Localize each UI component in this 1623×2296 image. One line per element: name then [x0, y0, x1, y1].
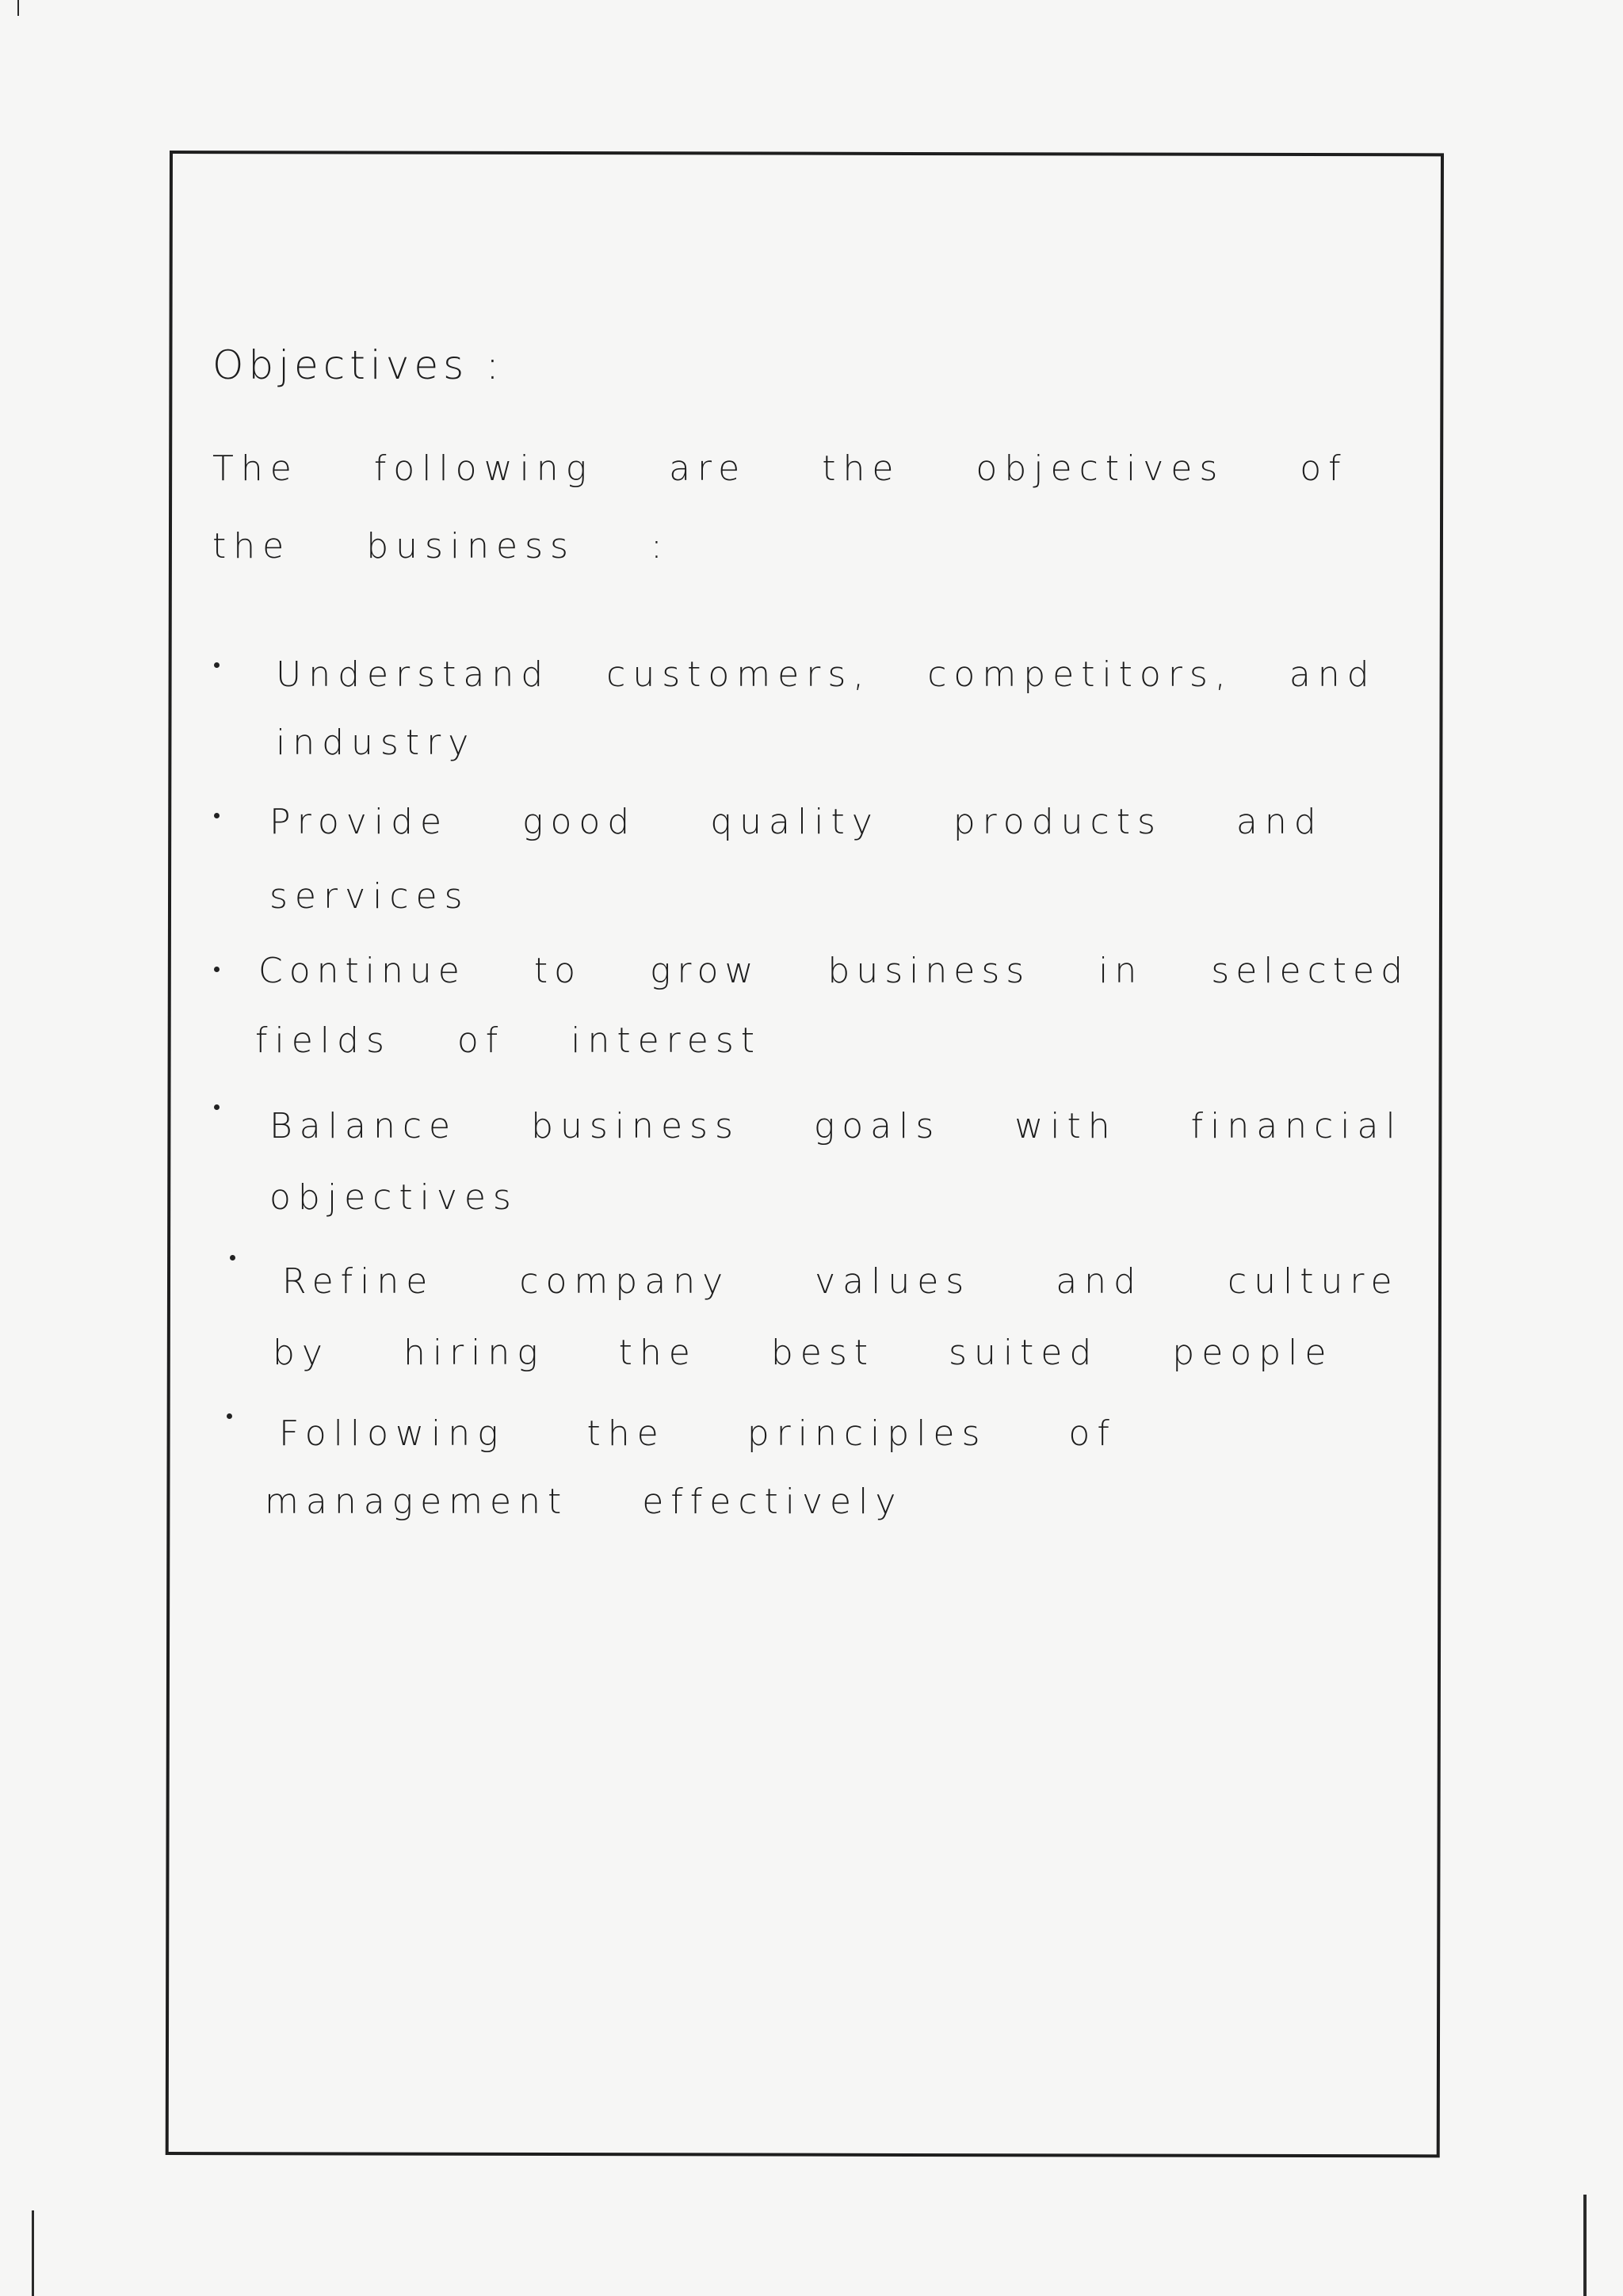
- objective-2-line-2: services: [269, 876, 470, 917]
- objective-5-line-1: Refine company values and culture: [282, 1261, 1400, 1302]
- objective-1-line-1: Understand customers, competitors, and: [276, 654, 1377, 695]
- objective-4-line-1: Balance business goals with financial: [269, 1106, 1403, 1146]
- bullet-dot-1: [214, 662, 220, 668]
- bullet-dot-2: [214, 813, 220, 818]
- objective-3-line-2: fields of interest: [255, 1020, 762, 1061]
- bullet-dot-3: [214, 967, 220, 972]
- objective-2-line-1: Provide good quality products and: [269, 802, 1323, 842]
- objective-6-line-2: management effectively: [265, 1482, 903, 1522]
- objective-6-line-1: Following the principles of: [279, 1413, 1117, 1454]
- page-heading: Objectives :: [212, 342, 504, 388]
- objective-4-line-2: objectives: [269, 1177, 518, 1218]
- bottom-right-edge-mark: [1583, 2195, 1587, 2296]
- objective-1-line-2: industry: [276, 723, 476, 763]
- bullet-dot-5: [230, 1255, 235, 1261]
- bullet-dot-4: [214, 1104, 220, 1110]
- top-edge-mark: [17, 0, 19, 16]
- objective-5-line-2: by hiring the best suited people: [273, 1333, 1334, 1373]
- objective-3-line-1: Continue to grow business in selected: [258, 951, 1409, 991]
- bullet-dot-6: [227, 1413, 232, 1419]
- intro-line-2: the business :: [212, 526, 670, 566]
- intro-line-1: The following are the objectives of: [212, 448, 1348, 489]
- bottom-left-edge-mark: [32, 2210, 34, 2296]
